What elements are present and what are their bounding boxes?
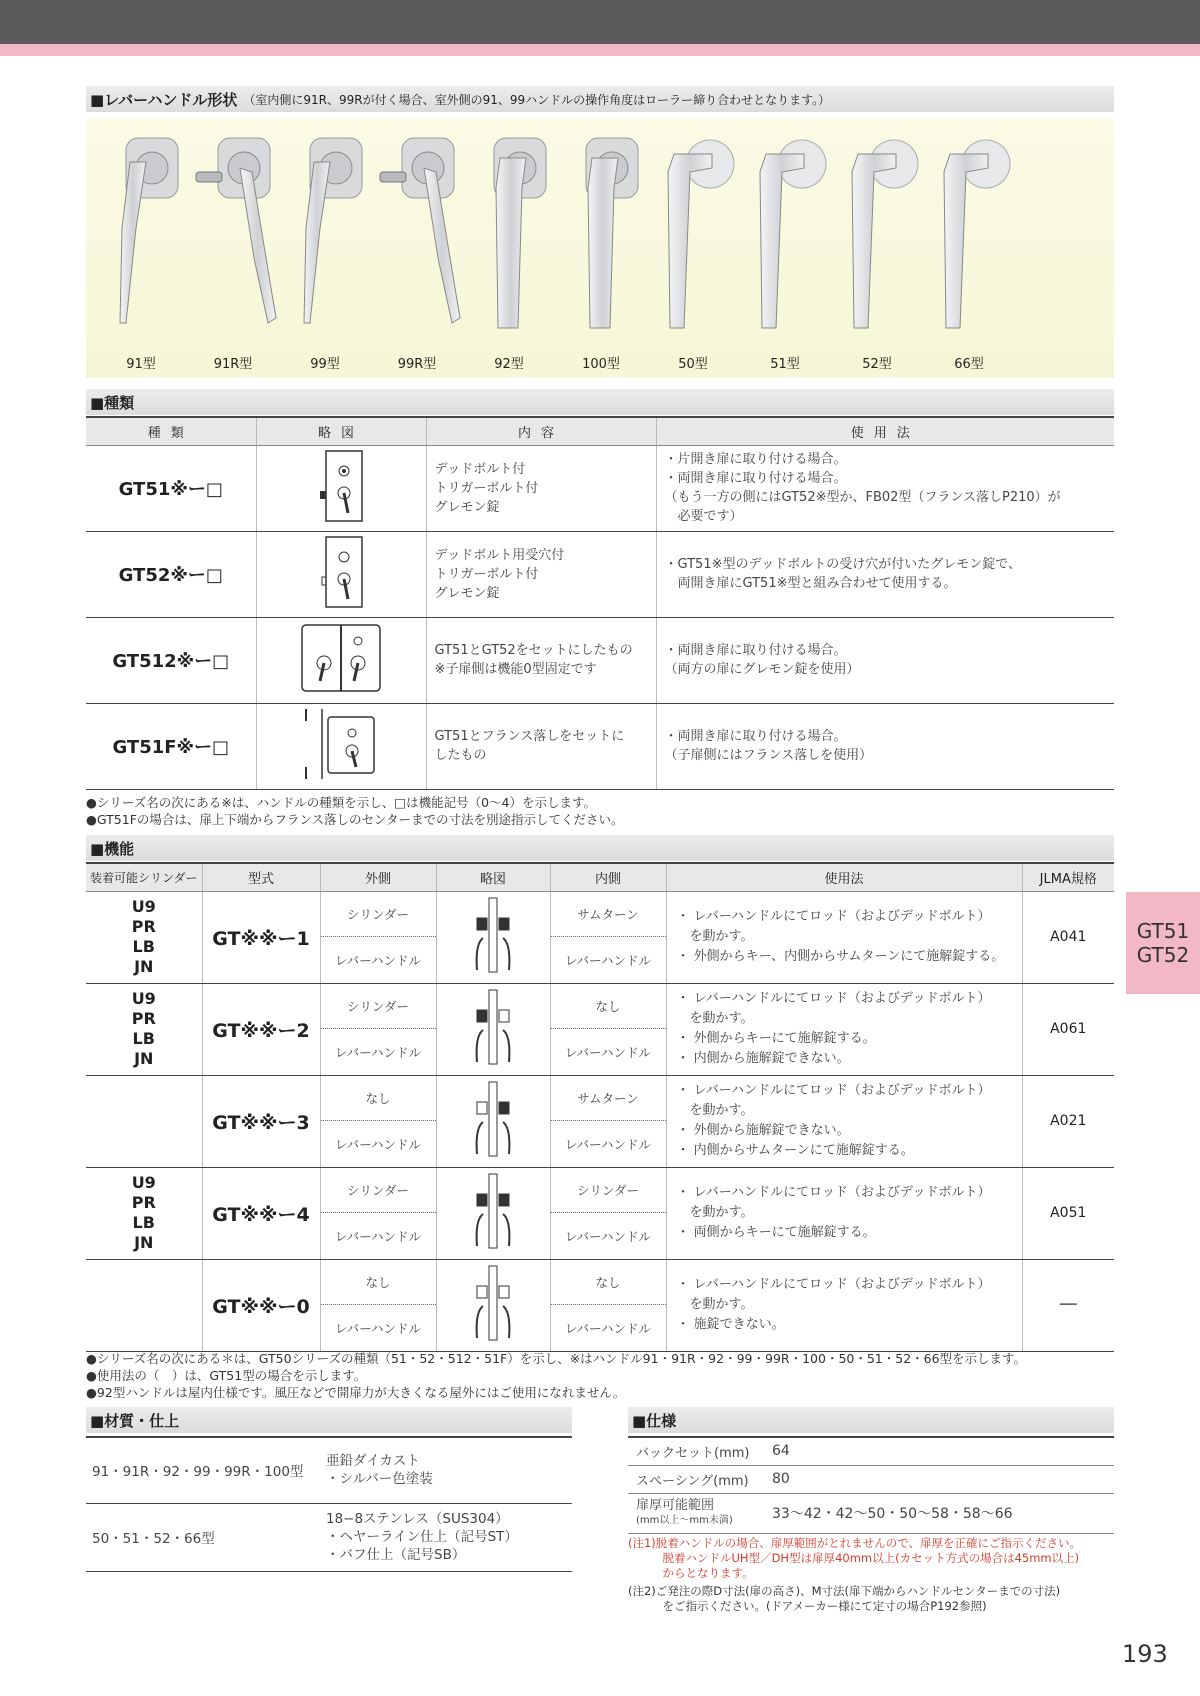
handle-item (96, 118, 186, 378)
function-diagram (436, 983, 550, 1075)
type-content: デッドボルト用受穴付 トリガーボルト付 グレモン錠 (426, 531, 656, 617)
lever-handle-icon (740, 118, 830, 348)
types-header-type: 種類 (86, 417, 256, 445)
material-row (86, 1437, 572, 1503)
outside-bottom: レバーハンドル (334, 1044, 421, 1060)
material-finish: 亜鉛ダイカスト ・シルバー色塗装 (326, 1437, 572, 1503)
lever-handle-icon (832, 118, 922, 348)
type-content: GT51とGT52をセットにしたもの ※子扉側は機能0型固定です (426, 617, 656, 703)
function-diagram-icon (463, 1078, 523, 1160)
spec-row (628, 1493, 1114, 1533)
type-content: GT51とフランス落しをセットに したもの (426, 703, 656, 789)
function-usage: ・ レバーハンドルにてロッド（およびデッドボルト） を動かす。 ・ 両側からキーにて施解錠する。 (666, 1167, 1022, 1259)
spec-section-title (628, 1407, 1114, 1433)
function-row (86, 1259, 1114, 1351)
types-title-text: ■種類 (90, 393, 135, 412)
lever-handle-icon (280, 118, 370, 348)
handle-label: 52型 (862, 357, 892, 372)
type-usage: ・GT51※型のデッドボルトの受け穴が付いたグレモン錠で、 両開き扉にGT51※型と組み合わせて使用する。 (656, 531, 1114, 617)
types-row (86, 703, 1114, 789)
outside-bottom: レバーハンドル (334, 1228, 421, 1244)
inside-top: サムターン (551, 892, 666, 937)
outside-top: シリンダー (321, 984, 436, 1029)
handle-item (556, 118, 646, 378)
handle-label: 51型 (770, 357, 800, 372)
handle-label: 92型 (494, 357, 524, 372)
spec-key (628, 1493, 772, 1533)
handles-section-title (86, 86, 1114, 112)
function-diagram-icon (463, 986, 523, 1068)
spec-value: 80 (772, 1465, 1114, 1493)
function-row (86, 983, 1114, 1075)
inside-top: なし (551, 984, 666, 1029)
inside-top: シリンダー (551, 1168, 666, 1213)
material-models: 50・51・52・66型 (86, 1503, 326, 1571)
spec-key-main: 扉厚可能範囲 (636, 1498, 715, 1513)
function-type: GT※※ー0 (202, 1259, 320, 1351)
spec-note-2: (注2)ご発注の際D寸法(扉の高さ)、M寸法(扉下端からハンドルセンターまでの寸法) をご指示ください。(ドアメーカー様にて定寸の場合P192参照) (628, 1584, 1061, 1613)
handle-item (832, 118, 922, 378)
func-header-usage: 使用法 (666, 863, 1022, 891)
side-index-tab (1126, 892, 1200, 994)
handle-item (280, 118, 370, 378)
outside-top: シリンダー (321, 1168, 436, 1213)
types-row (86, 617, 1114, 703)
function-diagram-icon (463, 1262, 523, 1344)
cylinder-list: U9 PR LB JN (86, 983, 202, 1075)
cylinder-list: U9 PR LB JN (86, 1167, 202, 1259)
inside-cell (550, 1075, 666, 1167)
function-diagram-icon (463, 894, 523, 976)
function-type: GT※※ー1 (202, 891, 320, 983)
spec-key-sub: (mm以上〜mm未満) (636, 1515, 733, 1526)
type-content: デッドボルト付 トリガーボルト付 グレモン錠 (426, 445, 656, 531)
type-code: GT52※ー□ (86, 531, 256, 617)
inside-top: サムターン (551, 1076, 666, 1121)
spec-table (628, 1436, 1114, 1534)
outside-cell (320, 1075, 436, 1167)
function-diagram (436, 1259, 550, 1351)
handle-item (740, 118, 830, 378)
func-header-outside: 外側 (320, 863, 436, 891)
handle-item (372, 118, 462, 378)
types-note: ●GT51Fの場合は、扉上下端からフランス落しのセンターまでの寸法を別途指示してください。 (86, 812, 624, 827)
inside-cell (550, 1259, 666, 1351)
handle-label: 99型 (310, 357, 340, 372)
function-diagram (436, 1167, 550, 1259)
outside-top: なし (321, 1260, 436, 1305)
types-table (86, 416, 1114, 790)
handles-title-note: （室内側に91R、99Rが付く場合、室外側の91、99ハンドルの操作角度はローラー締り合わせとなります。） (243, 92, 831, 107)
function-diagram (436, 891, 550, 983)
function-diagram (436, 1075, 550, 1167)
function-type: GT※※ー3 (202, 1075, 320, 1167)
handle-label: 50型 (678, 357, 708, 372)
type-code: GT51F※ー□ (86, 703, 256, 789)
function-row (86, 891, 1114, 983)
types-header-figure: 略図 (256, 417, 426, 445)
function-usage: ・ レバーハンドルにてロッド（およびデッドボルト） を動かす。 ・ 施錠できない。 (666, 1259, 1022, 1351)
gt51f-diagram-icon (296, 705, 386, 783)
function-title-text: ■機能 (90, 839, 135, 858)
spec-note-1: (注1)脱着ハンドルの場合、扉厚範囲がとれませんので、扉厚を正確にご指示ください。 脱着ハンドルUH型／DH型は扉厚40mm以上(カセット方式の場合は45mm以上) からとなります。 (628, 1536, 1082, 1580)
type-usage: ・両開き扉に取り付ける場合。 （両方の扉にグレモン錠を使用） (656, 617, 1114, 703)
inside-cell (550, 983, 666, 1075)
handle-label: 91R型 (213, 357, 253, 372)
material-section-title (86, 1407, 572, 1433)
spec-key: スペーシング(mm) (628, 1465, 772, 1493)
top-header-bar (0, 0, 1200, 44)
inside-bottom: レバーハンドル (564, 1044, 651, 1060)
inside-cell (550, 1167, 666, 1259)
cylinder-list: U9 PR LB JN (86, 891, 202, 983)
handle-item (648, 118, 738, 378)
function-type: GT※※ー4 (202, 1167, 320, 1259)
material-title-text: ■材質・仕上 (90, 1411, 180, 1430)
jlma-code: A021 (1022, 1075, 1114, 1167)
func-header-cylinder: 装着可能シリンダー (86, 863, 202, 891)
handle-item (464, 118, 554, 378)
spec-value: 33〜42・42〜50・50〜58・58〜66 (772, 1493, 1114, 1533)
page-number: 193 (1122, 1640, 1168, 1668)
inside-top: なし (551, 1260, 666, 1305)
jlma-code: ── (1022, 1259, 1114, 1351)
func-header-jlma: JLMA規格 (1022, 863, 1114, 891)
lever-handle-icon (188, 118, 278, 348)
lock-diagram (256, 703, 426, 789)
inside-bottom: レバーハンドル (564, 1228, 651, 1244)
lock-diagram (256, 531, 426, 617)
function-usage: ・ レバーハンドルにてロッド（およびデッドボルト） を動かす。 ・ 外側からキー、内側からサムターンにて施解錠する。 (666, 891, 1022, 983)
handle-label: 100型 (582, 357, 620, 372)
top-accent-bar (0, 44, 1200, 56)
spec-row (628, 1437, 1114, 1465)
func-header-type: 型式 (202, 863, 320, 891)
outside-cell (320, 891, 436, 983)
lever-handle-icon (372, 118, 462, 348)
outside-cell (320, 983, 436, 1075)
inside-cell (550, 891, 666, 983)
types-row (86, 531, 1114, 617)
types-section-title (86, 389, 1114, 415)
outside-bottom: レバーハンドル (334, 952, 421, 968)
outside-bottom: レバーハンドル (334, 1320, 421, 1336)
material-row (86, 1503, 572, 1571)
inside-bottom: レバーハンドル (564, 952, 651, 968)
function-row (86, 1167, 1114, 1259)
inside-bottom: レバーハンドル (564, 1136, 651, 1152)
outside-top: シリンダー (321, 892, 436, 937)
lock-diagram (256, 445, 426, 531)
type-usage: ・片開き扉に取り付ける場合。 ・両開き扉に取り付ける場合。 （もう一方の側にはGT52※型か、FB02型（フランス落しP210）が 必要です） (656, 445, 1114, 531)
gt51-diagram-icon (306, 447, 376, 525)
function-notes (86, 1350, 1026, 1401)
outside-cell (320, 1259, 436, 1351)
spec-title-text: ■仕様 (632, 1411, 677, 1430)
types-row (86, 445, 1114, 531)
lock-diagram (256, 617, 426, 703)
side-tab-line2: GT52 (1136, 943, 1190, 967)
function-type: GT※※ー2 (202, 983, 320, 1075)
types-note: ●シリーズ名の次にある※は、ハンドルの種類を示し、□は機能記号（0〜4）を示します。 (86, 795, 596, 810)
handle-label: 66型 (954, 357, 984, 372)
lever-handle-icon (464, 118, 554, 348)
function-usage: ・ レバーハンドルにてロッド（およびデッドボルト） を動かす。 ・ 外側から施解錠できない。 ・ 内側からサムターンにて施解錠する。 (666, 1075, 1022, 1167)
handle-item (924, 118, 1014, 378)
function-usage: ・ レバーハンドルにてロッド（およびデッドボルト） を動かす。 ・ 外側からキーにて施解錠する。 ・ 内側から施解錠できない。 (666, 983, 1022, 1075)
jlma-code: A051 (1022, 1167, 1114, 1259)
inside-bottom: レバーハンドル (564, 1320, 651, 1336)
lever-handle-icon (556, 118, 646, 348)
outside-bottom: レバーハンドル (334, 1136, 421, 1152)
handles-title-text: ■レバーハンドル形状 (90, 90, 238, 109)
func-header-inside: 内側 (550, 863, 666, 891)
function-section-title (86, 835, 1114, 861)
material-table (86, 1436, 572, 1572)
lever-handle-icon (924, 118, 1014, 348)
material-finish: 18−8ステンレス（SUS304） ・ヘヤーライン仕上（記号ST） ・バフ仕上（記号SB） (326, 1503, 572, 1571)
gt52-diagram-icon (306, 533, 376, 611)
type-code: GT51※ー□ (86, 445, 256, 531)
types-header-usage: 使用法 (656, 417, 1114, 445)
type-usage: ・両開き扉に取り付ける場合。 （子扉側にはフランス落しを使用） (656, 703, 1114, 789)
lever-handle-icon (96, 118, 186, 348)
function-row (86, 1075, 1114, 1167)
outside-top: なし (321, 1076, 436, 1121)
cylinder-list (86, 1075, 202, 1167)
spec-key: バックセット(mm) (628, 1437, 772, 1465)
cylinder-list (86, 1259, 202, 1351)
gt512-diagram-icon (296, 619, 386, 697)
handle-label: 91型 (126, 357, 156, 372)
handle-shapes-panel (86, 118, 1114, 378)
function-note: ●使用法の（ ）は、GT51型の場合を示します。 (86, 1368, 367, 1383)
spec-row (628, 1465, 1114, 1493)
jlma-code: A041 (1022, 891, 1114, 983)
function-diagram-icon (463, 1170, 523, 1252)
side-tab-line1: GT51 (1136, 919, 1190, 943)
func-header-figure: 略図 (436, 863, 550, 891)
lever-handle-icon (648, 118, 738, 348)
function-table (86, 862, 1114, 1352)
material-models: 91・91R・92・99・99R・100型 (86, 1437, 326, 1503)
function-note: ●92型ハンドルは屋内仕様です。風圧などで開扉力が大きくなる屋外にはご使用になれません。 (86, 1385, 626, 1400)
outside-cell (320, 1167, 436, 1259)
types-header-content: 内容 (426, 417, 656, 445)
handle-item (188, 118, 278, 378)
handle-label: 99R型 (397, 357, 437, 372)
jlma-code: A061 (1022, 983, 1114, 1075)
spec-value: 64 (772, 1437, 1114, 1465)
type-code: GT512※ー□ (86, 617, 256, 703)
types-notes (86, 794, 624, 828)
function-note: ●シリーズ名の次にある＊は、GT50シリーズの種類（51・52・512・51F）を示し、※はハンドル91・91R・92・99・99R・100・50・51・52・66型を示します。 (86, 1351, 1027, 1366)
